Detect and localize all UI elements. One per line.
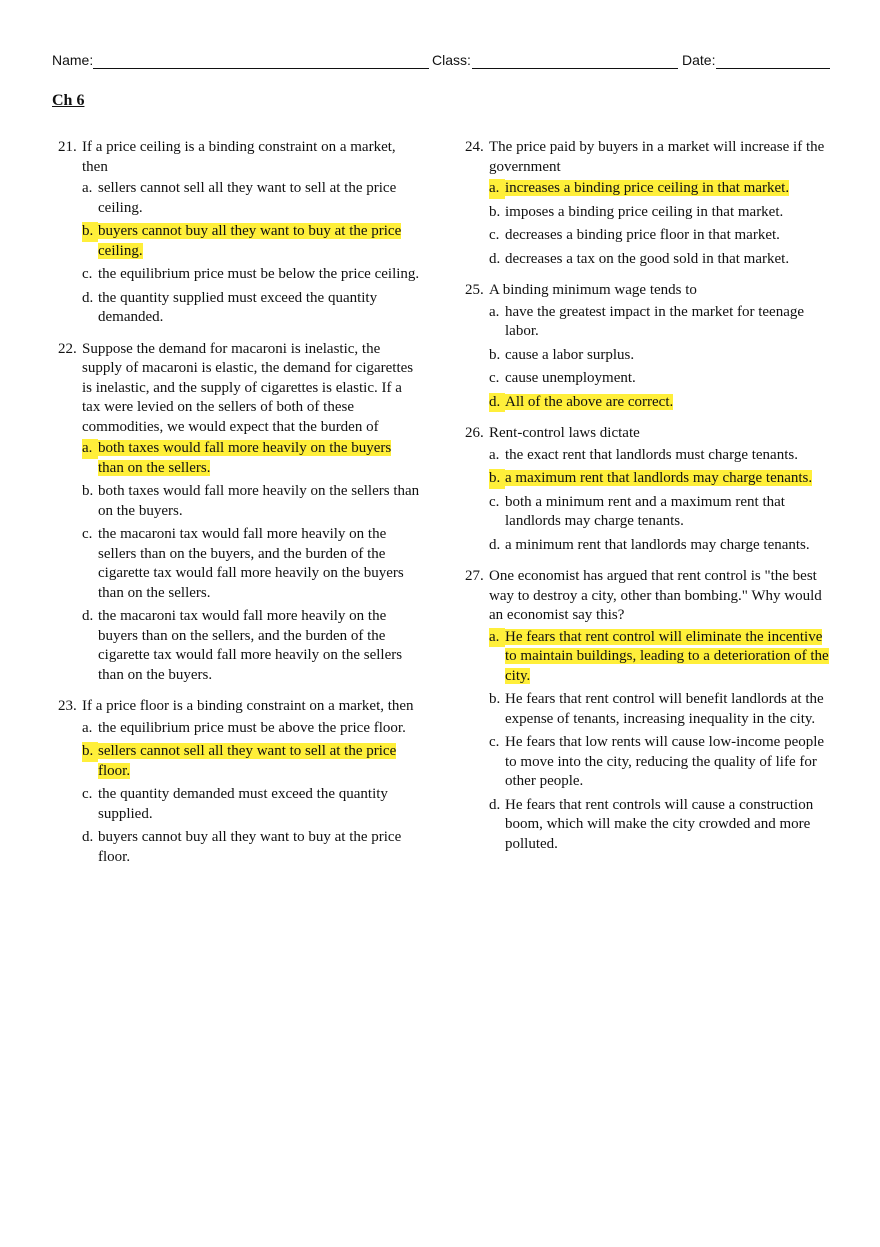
option-letter: d. bbox=[82, 289, 94, 306]
option-d bbox=[489, 796, 831, 855]
question-text: One economist has argued that rent control is "the best way to destroy a city, other than bombing." Why would an economist say this? bbox=[489, 568, 822, 623]
option-c bbox=[82, 525, 420, 603]
question-number: 21. bbox=[58, 139, 77, 155]
option-text: cause a labor surplus. bbox=[505, 346, 635, 363]
option-c bbox=[489, 226, 831, 246]
option-letter: b. bbox=[489, 346, 501, 363]
option-letter: b. bbox=[489, 469, 505, 489]
name-field-line[interactable] bbox=[93, 68, 429, 69]
option-letter: d. bbox=[489, 250, 501, 267]
option-a bbox=[489, 446, 831, 466]
date-field-line[interactable] bbox=[716, 68, 830, 69]
option-c bbox=[489, 733, 831, 792]
option-letter: a. bbox=[489, 179, 505, 199]
option-text: the quantity demanded must exceed the quantity supplied. bbox=[98, 786, 388, 822]
option-a bbox=[489, 303, 831, 342]
option-c bbox=[82, 265, 420, 285]
option-d bbox=[489, 250, 831, 270]
option-letter: d. bbox=[489, 536, 501, 553]
option-text: He fears that rent control will benefit landlords at the expense of tenants, increasing inequality in the city. bbox=[505, 691, 824, 727]
option-text: buyers cannot buy all they want to buy at the price floor. bbox=[98, 829, 402, 865]
question-column-left bbox=[58, 138, 420, 879]
question-stem bbox=[465, 138, 831, 177]
question-text: Suppose the demand for macaroni is inelastic, the supply of macaroni is elastic, the demand for cigarettes is inelastic, and the supply of cigarettes is elastic. If a tax were levied on the sellers of both of these commodities, we would expect that the burden of bbox=[82, 340, 414, 435]
option-text: the equilibrium price must be above the price floor. bbox=[98, 719, 406, 736]
option-a-highlighted bbox=[489, 179, 831, 199]
option-b-highlighted bbox=[489, 469, 831, 489]
question-26 bbox=[465, 424, 831, 555]
option-text: the macaroni tax would fall more heavily on the sellers than on the buyers, and the burden of the cigarette tax would fall more heavily on the buyers than on the sellers. bbox=[98, 526, 404, 601]
option-d bbox=[82, 607, 420, 685]
option-b bbox=[489, 690, 831, 729]
option-text: sellers cannot sell all they want to sell at the price ceiling. bbox=[98, 180, 397, 216]
option-a bbox=[82, 179, 420, 218]
option-letter: c. bbox=[489, 370, 500, 386]
question-number: 25. bbox=[465, 282, 484, 298]
option-letter: c. bbox=[82, 786, 93, 802]
option-letter: c. bbox=[82, 266, 93, 282]
question-number: 23. bbox=[58, 698, 77, 714]
name-label: Name: bbox=[52, 52, 94, 68]
option-a-highlighted bbox=[489, 628, 831, 687]
option-letter: a. bbox=[489, 628, 505, 648]
option-text: sellers cannot sell all they want to sell at the price floor. bbox=[98, 743, 397, 779]
question-stem bbox=[465, 567, 831, 626]
question-text: If a price floor is a binding constraint on a market, then bbox=[82, 698, 414, 714]
option-letter: a. bbox=[82, 719, 93, 736]
option-text: both taxes would fall more heavily on the sellers than on the buyers. bbox=[98, 483, 420, 519]
option-text: the macaroni tax would fall more heavily on the buyers than on the sellers, and the burden of the cigarette tax would fall more heavily on the sellers than on the buyers. bbox=[98, 608, 403, 683]
option-text: a maximum rent that landlords may charge tenants. bbox=[505, 470, 813, 486]
question-stem bbox=[465, 281, 831, 301]
option-letter: b. bbox=[82, 742, 98, 762]
option-text: have the greatest impact in the market for teenage labor. bbox=[505, 303, 805, 339]
option-a-highlighted bbox=[82, 439, 420, 478]
question-stem bbox=[58, 697, 420, 717]
option-letter: c. bbox=[489, 227, 500, 243]
question-number: 26. bbox=[465, 425, 484, 441]
question-number: 24. bbox=[465, 139, 484, 155]
question-25 bbox=[465, 281, 831, 412]
option-text: He fears that low rents will cause low-income people to move into the city, reducing the quality of life for other people. bbox=[505, 734, 825, 789]
question-stem bbox=[465, 424, 831, 444]
option-text: He fears that rent controls will cause a construction boom, which will make the city crowded and more polluted. bbox=[505, 796, 814, 852]
option-a bbox=[82, 719, 420, 739]
question-stem bbox=[58, 340, 420, 438]
question-27 bbox=[465, 567, 831, 854]
option-text: cause unemployment. bbox=[505, 370, 636, 386]
option-text: the quantity supplied must exceed the quantity demanded. bbox=[98, 289, 378, 325]
option-letter: d. bbox=[489, 796, 501, 813]
option-text: the exact rent that landlords must charge tenants. bbox=[505, 446, 798, 463]
option-letter: b. bbox=[82, 222, 98, 242]
option-text: All of the above are correct. bbox=[505, 393, 674, 410]
option-c bbox=[82, 785, 420, 824]
option-b bbox=[82, 482, 420, 521]
option-text: decreases a binding price floor in that market. bbox=[505, 227, 780, 243]
question-stem bbox=[58, 138, 420, 177]
option-text: both taxes would fall more heavily on the buyers than on the sellers. bbox=[98, 440, 392, 476]
question-21 bbox=[58, 138, 420, 328]
option-letter: b. bbox=[489, 691, 501, 707]
option-text: He fears that rent control will eliminate the incentive to maintain buildings, leading to a deterioration of the city. bbox=[505, 628, 829, 684]
option-c bbox=[489, 493, 831, 532]
option-d bbox=[82, 828, 420, 867]
option-d-highlighted bbox=[489, 393, 831, 413]
option-letter: c. bbox=[489, 734, 500, 750]
option-letter: d. bbox=[82, 829, 94, 845]
option-text: the equilibrium price must be below the price ceiling. bbox=[98, 266, 420, 282]
option-d bbox=[82, 289, 420, 328]
option-letter: a. bbox=[489, 303, 500, 320]
option-letter: a. bbox=[489, 446, 500, 463]
option-letter: c. bbox=[82, 526, 93, 542]
option-letter: d. bbox=[489, 393, 505, 413]
question-column-right bbox=[465, 138, 831, 866]
option-b-highlighted bbox=[82, 222, 420, 261]
option-text: a minimum rent that landlords may charge tenants. bbox=[505, 536, 810, 553]
class-field-line[interactable] bbox=[472, 68, 678, 69]
option-letter: c. bbox=[489, 493, 500, 510]
option-letter: a. bbox=[82, 180, 93, 196]
option-letter: a. bbox=[82, 439, 98, 459]
option-text: increases a binding price ceiling in that market. bbox=[505, 180, 790, 196]
question-text: If a price ceiling is a binding constraint on a market, then bbox=[82, 139, 396, 175]
question-text: The price paid by buyers in a market will increase if the government bbox=[489, 139, 825, 175]
option-text: buyers cannot buy all they want to buy at the price ceiling. bbox=[98, 223, 402, 259]
question-23 bbox=[58, 697, 420, 867]
question-text: Rent-control laws dictate bbox=[489, 425, 640, 441]
header bbox=[52, 52, 830, 72]
option-d bbox=[489, 536, 831, 556]
option-b-highlighted bbox=[82, 742, 420, 781]
option-letter: d. bbox=[82, 608, 94, 624]
option-text: decreases a tax on the good sold in that market. bbox=[505, 250, 790, 267]
question-22 bbox=[58, 340, 420, 686]
question-24 bbox=[465, 138, 831, 269]
option-b bbox=[489, 203, 831, 223]
option-text: both a minimum rent and a maximum rent that landlords may charge tenants. bbox=[505, 493, 785, 529]
option-letter: b. bbox=[82, 483, 94, 499]
option-letter: b. bbox=[489, 203, 501, 220]
class-label: Class: bbox=[432, 52, 471, 68]
date-label: Date: bbox=[682, 52, 716, 68]
question-text: A binding minimum wage tends to bbox=[489, 282, 697, 298]
chapter-title: Ch 6 bbox=[52, 92, 85, 109]
option-text: imposes a binding price ceiling in that market. bbox=[505, 203, 784, 220]
option-b bbox=[489, 346, 831, 366]
option-c bbox=[489, 369, 831, 389]
question-number: 27. bbox=[465, 568, 484, 584]
question-number: 22. bbox=[58, 340, 77, 357]
